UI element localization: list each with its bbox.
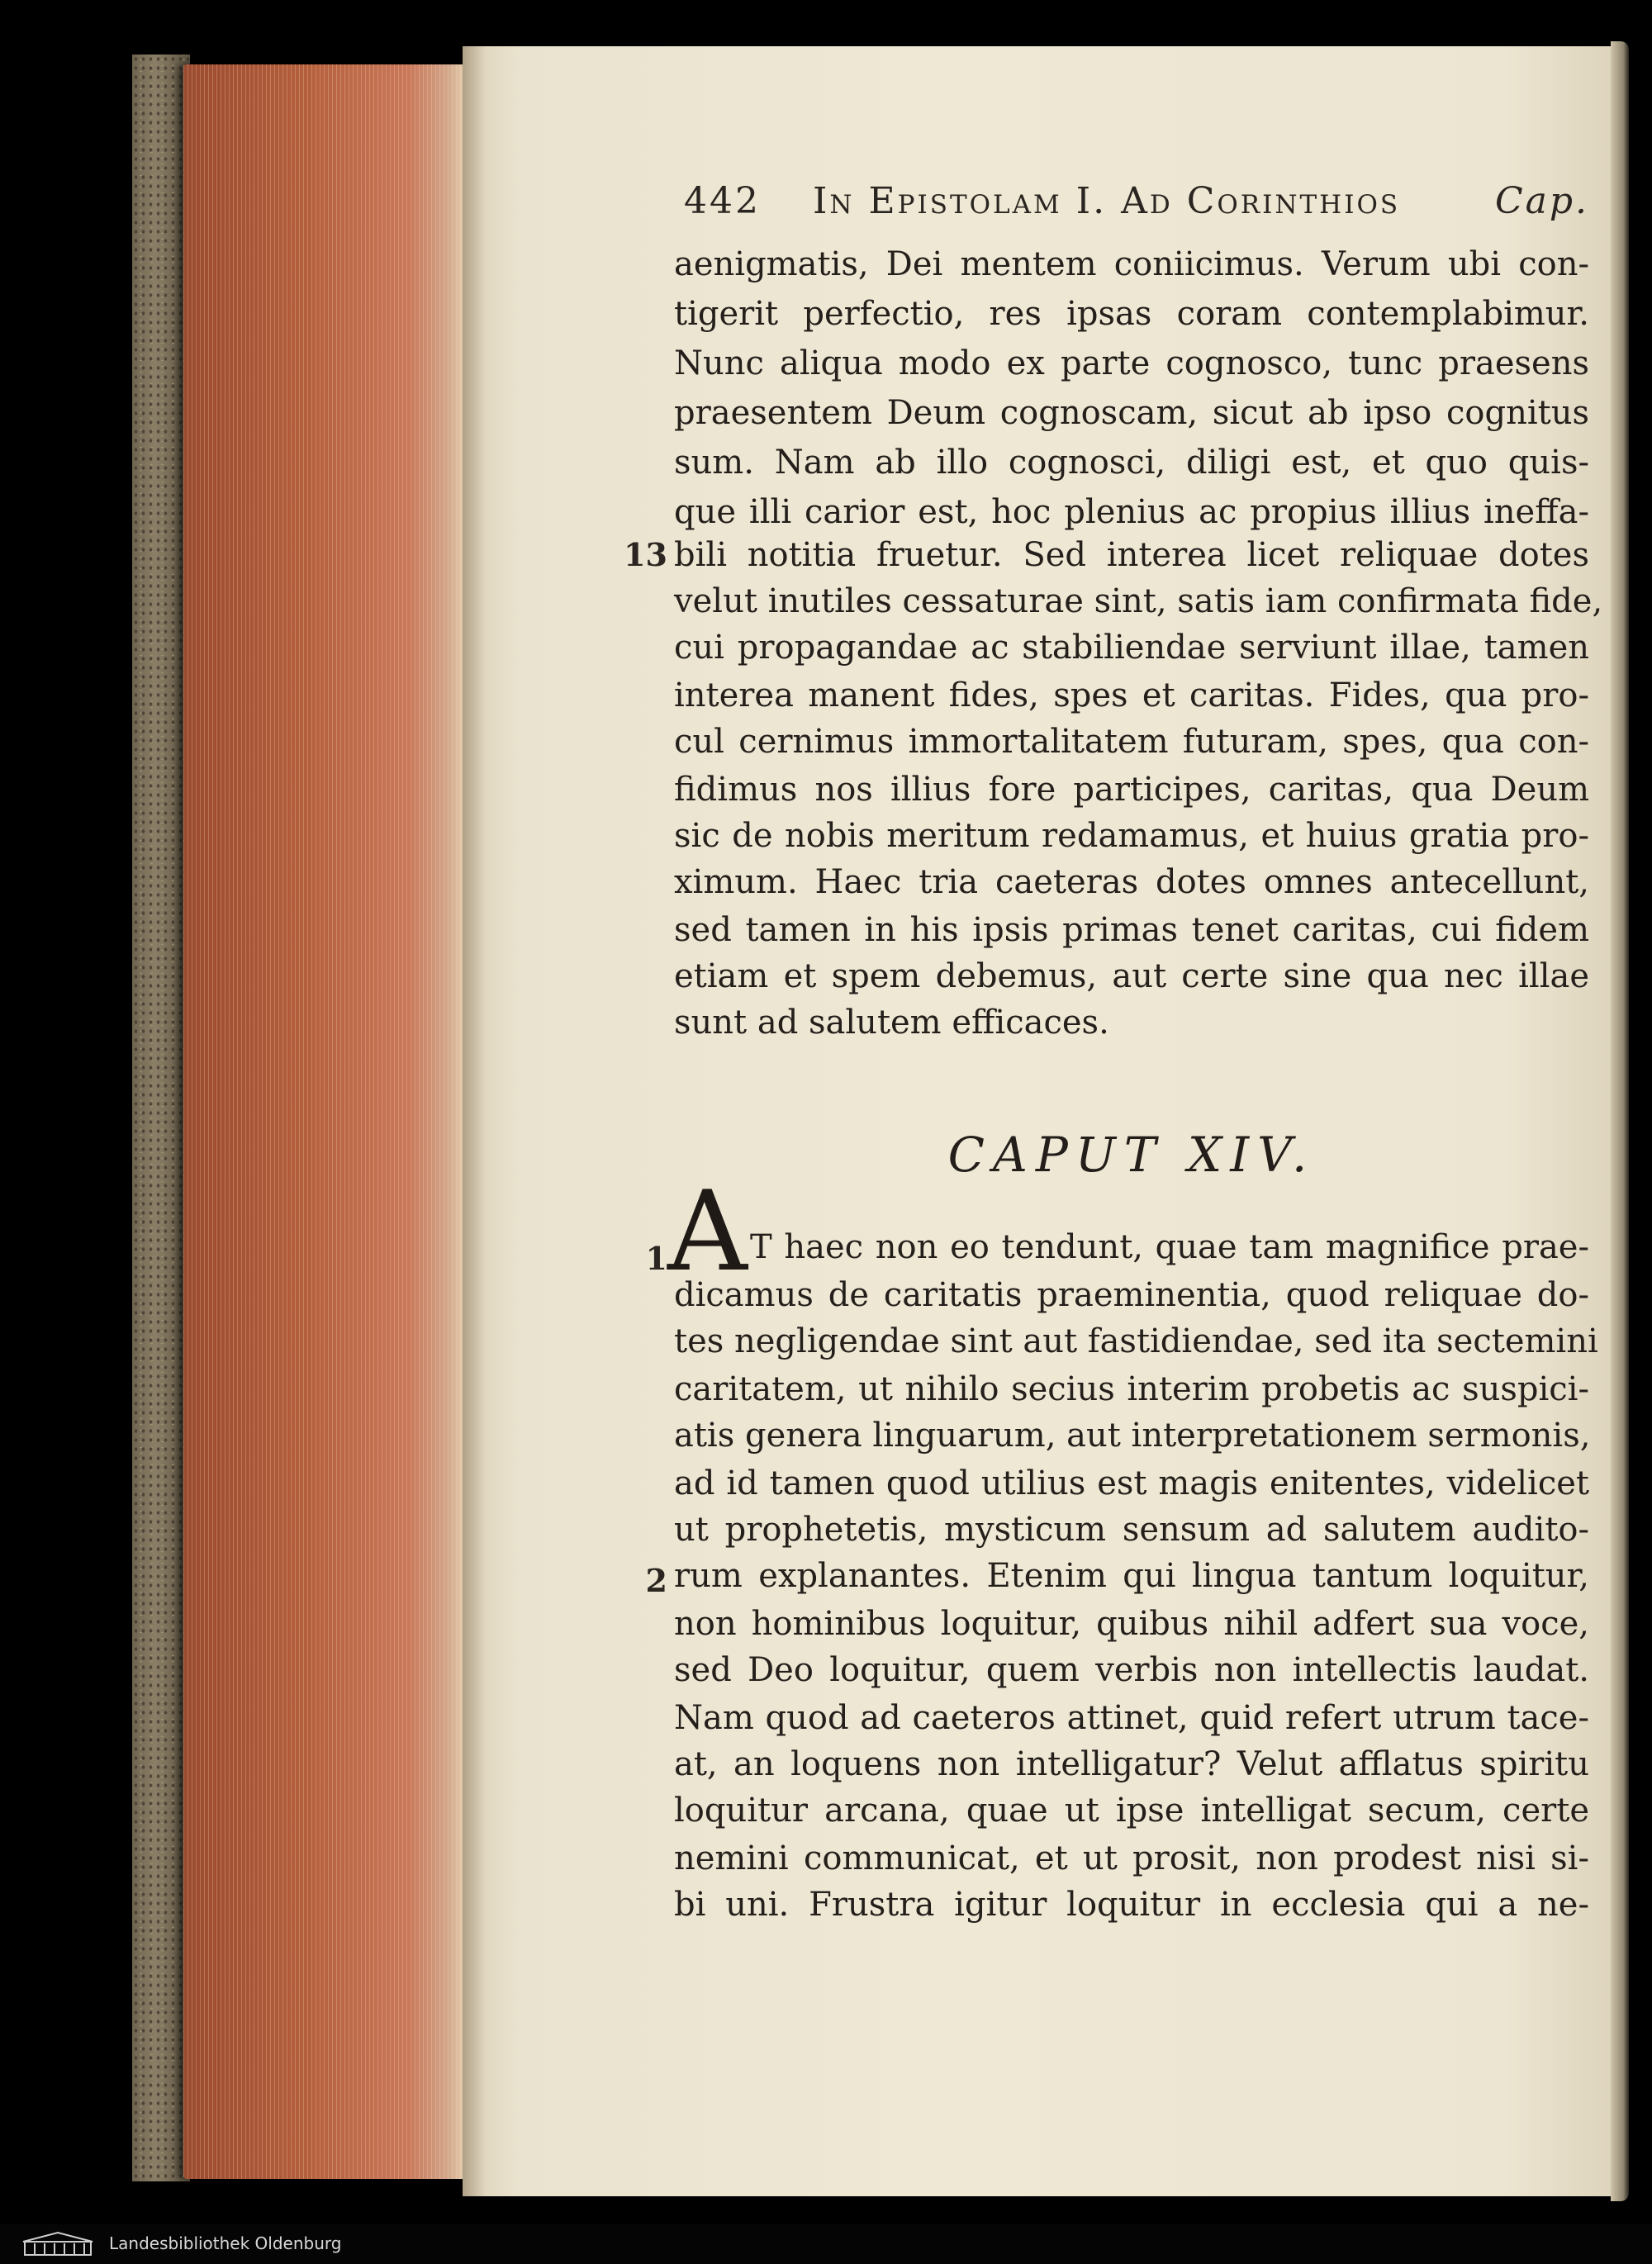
- text-line: nemini communicat, et ut prosit, non prodest nisi si-: [674, 1839, 1589, 1877]
- text-line: caritatem, ut nihilo secius interim probetis ac suspici-: [674, 1370, 1589, 1408]
- running-head: [684, 180, 1601, 226]
- text-line: praesentem Deum cognoscam, sicut ab ipso cognitus: [674, 394, 1589, 432]
- text-line: T haec non eo tendunt, quae tam magnifice prae-: [750, 1228, 1589, 1266]
- text-line: Nunc aliqua modo ex parte cognosco, tunc praesens: [674, 344, 1589, 382]
- text-line: velut inutiles cessaturae sint, satis iam confirmata fide,: [674, 582, 1603, 620]
- book-cover-edge: [132, 55, 190, 2181]
- text-line: cui propagandae ac stabiliendae serviunt illae, tamen: [674, 629, 1589, 667]
- text-line: tigerit perfectio, res ipsas coram contemplabimur.: [674, 295, 1589, 333]
- verse-number-13: 13: [624, 536, 667, 573]
- verse-number-1: 1: [645, 1240, 667, 1277]
- text-line: ut prophetetis, mysticum sensum ad salutem audito-: [674, 1511, 1589, 1549]
- spine-shadow: [463, 46, 486, 2196]
- text-line: aenigmatis, Dei mentem coniicimus. Verum ubi con-: [674, 245, 1589, 283]
- text-line: ad id tamen quod utilius est magis enitentes, videlicet: [674, 1464, 1589, 1502]
- text-line: cul cernimus immortalitatem futuram, spes, qua con-: [674, 723, 1589, 761]
- text-line: bili notitia fruetur. Sed interea licet reliquae dotes: [674, 536, 1589, 574]
- text-line: non hominibus loquitur, quibus nihil adfert sua voce,: [674, 1605, 1589, 1643]
- text-line: sed Deo loquitur, quem verbis non intellectis laudat.: [674, 1651, 1589, 1689]
- text-line: sed tamen in his ipsis primas tenet caritas, cui fidem: [674, 911, 1589, 949]
- text-line: ximum. Haec tria caeteras dotes omnes antecellunt,: [674, 863, 1589, 901]
- text-line: dicamus de caritatis praeminentia, quod reliquae do-: [674, 1276, 1589, 1314]
- verse-number-2: 2: [645, 1562, 667, 1599]
- library-label: Landesbibliothek Oldenburg: [109, 2233, 342, 2253]
- page-number: 442: [684, 180, 761, 222]
- text-line: tes negligendae sint aut fastidiendae, sed ita sectemini: [674, 1322, 1598, 1360]
- text-line: que illi carior est, hoc plenius ac propius illius ineffa-: [674, 493, 1589, 531]
- page-right-edge: [1611, 41, 1629, 2201]
- running-head-cap: Cap.: [1494, 180, 1589, 222]
- text-line: rum explanantes. Etenim qui lingua tantum loquitur,: [674, 1557, 1589, 1595]
- text-line: fidimus nos illius fore participes, caritas, qua Deum: [674, 771, 1589, 809]
- drop-cap: A: [667, 1167, 748, 1296]
- text-line: sic de nobis meritum redamamus, et huius gratia pro-: [674, 817, 1589, 855]
- chapter-title: CAPUT XIV.: [947, 1127, 1316, 1183]
- text-line: loquitur arcana, quae ut ipse intelligat secum, certe: [674, 1792, 1589, 1830]
- text-line: bi uni. Frustra igitur loquitur in ecclesia qui a ne-: [674, 1886, 1589, 1924]
- text-line: sunt ad salutem efficaces.: [674, 1004, 1109, 1042]
- running-head-title: In Epistolam I. Ad Corinthios: [813, 180, 1401, 222]
- library-building-icon: [18, 2230, 97, 2257]
- text-line: etiam et spem debemus, aut certe sine qua nec illae: [674, 957, 1589, 995]
- text-line: atis genera linguarum, aut interpretationem sermonis,: [674, 1417, 1591, 1455]
- page-edges: [183, 64, 466, 2179]
- text-line: at, an loquens non intelligatur? Velut afflatus spiritu: [674, 1745, 1589, 1783]
- text-line: interea manent fides, spes et caritas. Fides, qua pro-: [674, 676, 1589, 714]
- text-line: sum. Nam ab illo cognosci, diligi est, et quo quis-: [674, 444, 1589, 482]
- text-line: Nam quod ad caeteros attinet, quid refert utrum tace-: [674, 1699, 1589, 1737]
